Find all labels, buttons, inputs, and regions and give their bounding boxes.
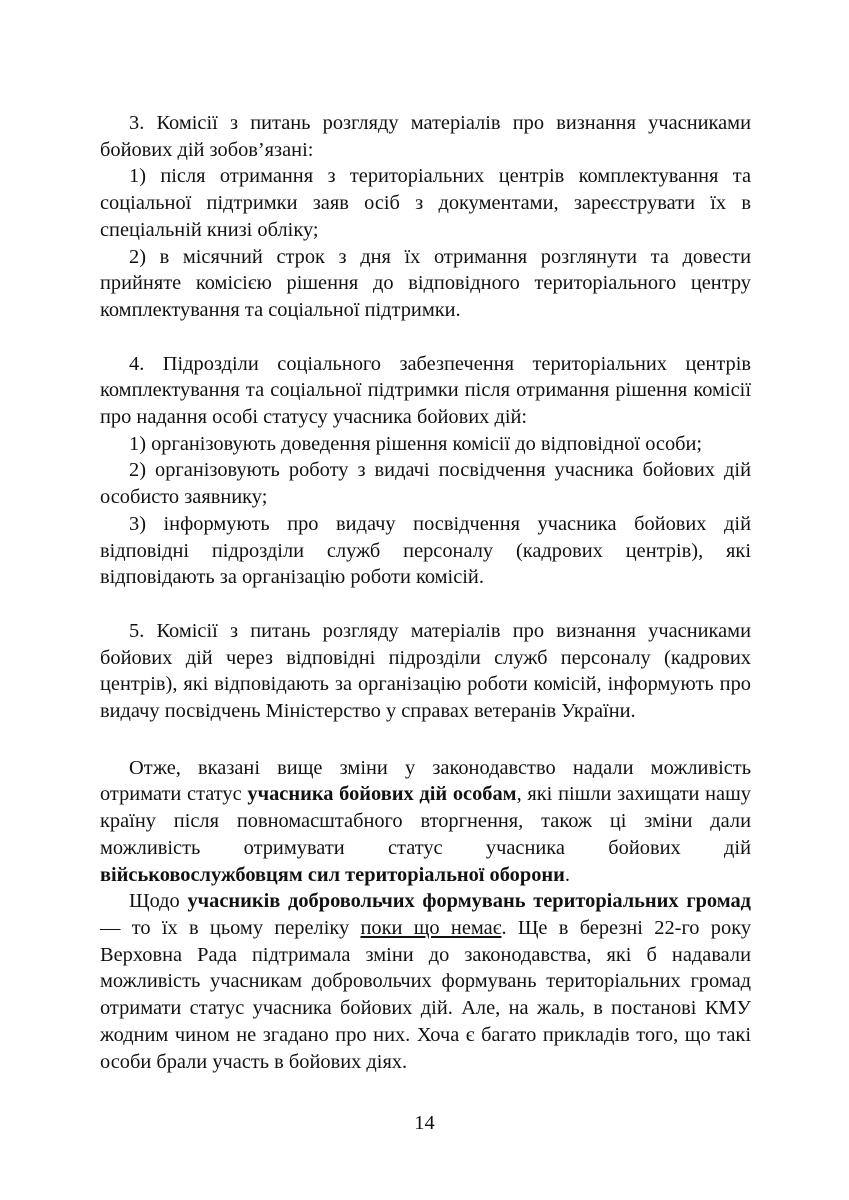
bold-emphasis: військовослужбовцям сил територіальної оборони xyxy=(100,863,565,886)
conclusion-paragraph-2 xyxy=(100,888,751,1075)
conclusion-text: Щодо xyxy=(129,890,188,913)
bold-emphasis: учасника бойових дій особам xyxy=(247,783,517,806)
paragraph-gap xyxy=(100,324,751,351)
paragraph-gap xyxy=(100,591,751,618)
conclusion-text: Отже, вказані вище зміни у законодавство надали можливість отримати статус xyxy=(100,756,751,806)
section-4-item-1: 1) організовують доведення рішення комісії до відповідної особи; xyxy=(129,432,703,455)
paragraph-gap xyxy=(100,725,751,755)
conclusion-text: . xyxy=(564,863,571,886)
document-page xyxy=(100,110,751,1075)
section-4-item-3: 3) інформують про видачу посвідчення учасника бойових дій відповідні підрозділи служб персоналу (кадрових центрів), які відповідають за організацію роботи комісій. xyxy=(100,512,751,589)
page-number: 14 xyxy=(414,1112,435,1134)
section-4-intro: 4. Підрозділи соціального забезпечення територіальних центрів комплектування та соціальної підтримки після отримання рішення комісії про надання особі статусу учасника бойових дій: xyxy=(100,352,751,429)
bold-emphasis: учасників добровольчих формувань територіальних громад xyxy=(187,890,751,913)
section-3-item-1: 1) після отримання з територіальних центрів комплектування та соціальної підтримки заяв осіб з документами, зареєструвати їх в спеціальній книзі обліку; xyxy=(100,165,751,241)
conclusion-text: — то їх в цьому переліку xyxy=(100,916,361,939)
conclusion-text: , які пішли захищати нашу країну після повномасштабного вторгнення, також ці зміни дали можливість отримувати статус учасника бойових дій xyxy=(100,783,751,859)
section-3-item-2: 2) в місячний строк з дня їх отримання розглянути та довести прийняте комісією рішення до відповідного територіального центру комплектування та соціальної підтримки. xyxy=(100,245,751,321)
underlined-emphasis: поки що немає xyxy=(360,916,502,939)
conclusion-text: . Ще в березні 22-го року Верховна Рада підтримала зміни до законодавства, які б надавали можливість учасникам добровольчих формувань територіальних громад отримати статус учасника бойових дій. Але, на жаль, в постанові КМУ жодним чином не згадано про них. Хоча є багато прикладів того, що такі особи брали участь в бойових діях. xyxy=(100,916,752,1073)
section-3-intro: 3. Комісії з питань розгляду матеріалів про визнання учасниками бойових дій зобов’язані: xyxy=(100,112,751,161)
conclusion-paragraph-1 xyxy=(100,755,751,889)
section-4-item-2: 2) організовують роботу з видачі посвідчення учасника бойових дій особисто заявнику; xyxy=(100,459,751,509)
section-5-text: 5. Комісії з питань розгляду матеріалів про визнання учасниками бойових дій через відповідні підрозділи служб персоналу (кадрових центрів), які відповідають за організацію роботи комісій, інформують про видачу посвідчень Міністерство у справах ветеранів України. xyxy=(100,619,751,723)
